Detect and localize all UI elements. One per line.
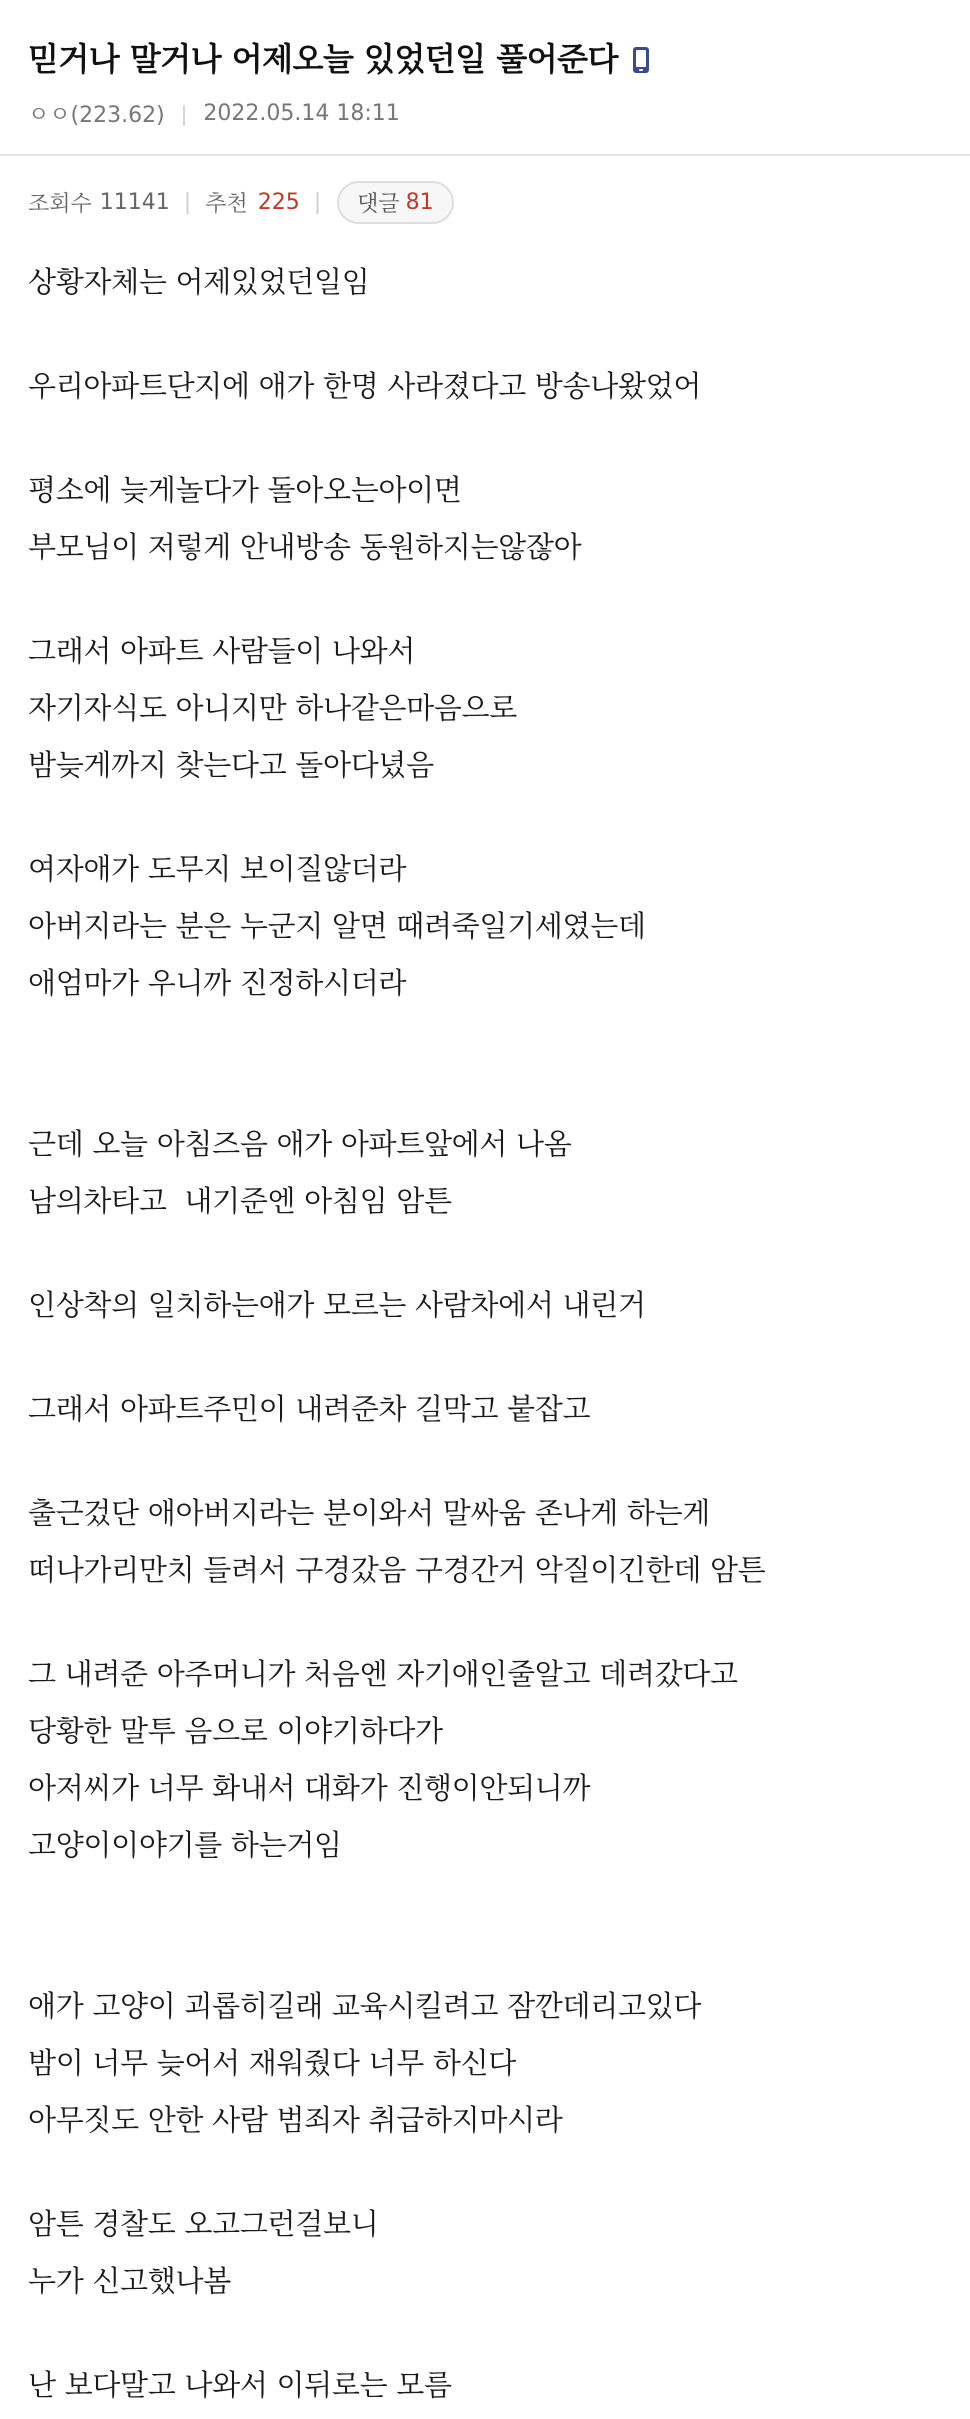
comments-label: 댓글 xyxy=(357,191,400,217)
mobile-phone-icon xyxy=(632,46,650,74)
stats-divider: | xyxy=(313,189,322,215)
title-row xyxy=(28,38,942,80)
body-line: 상황자체는 어제있었던일임 xyxy=(28,265,370,299)
body-line: 평소에 늦게놀다가 돌아오는아이면 xyxy=(28,473,462,507)
body-line: 여자애가 도무지 보이질않더라 xyxy=(28,852,407,886)
body-line: 애엄마가 우니까 진정하시더라 xyxy=(28,966,407,1000)
body-line: 애가 고양이 괴롭히길래 교육시킬려고 잠깐데리고있다 xyxy=(28,1989,702,2023)
views-count: 11141 xyxy=(99,189,170,215)
post-stats xyxy=(0,156,970,248)
body-line: 떠나가리만치 들려서 구경갔음 구경간거 악질이긴한데 암튼 xyxy=(28,1553,766,1587)
body-line: 암튼 경찰도 오고그런걸보니 xyxy=(28,2207,379,2241)
meta-divider: | xyxy=(180,101,188,126)
body-line: 아저씨가 너무 화내서 대화가 진행이안되니까 xyxy=(28,1771,591,1805)
post-meta xyxy=(28,98,942,129)
recommend-count: 225 xyxy=(257,189,300,215)
body-line: 난 보다말고 나와서 이뒤로는 모름 xyxy=(28,2368,452,2402)
author-name[interactable]: ㅇㅇ(223.62) xyxy=(28,103,165,128)
recommend-label: 추천 xyxy=(205,191,248,217)
post-date: 2022.05.14 18:11 xyxy=(203,101,400,126)
body-line: 남의차타고 내기준엔 아침임 암튼 xyxy=(28,1184,452,1218)
body-line: 아무짓도 안한 사람 범죄자 취급하지마시라 xyxy=(28,2103,563,2137)
body-line: 그래서 아파트주민이 내려준차 길막고 붙잡고 xyxy=(28,1392,591,1426)
comments-button[interactable] xyxy=(337,181,454,224)
comments-count: 81 xyxy=(405,189,434,215)
body-line: 부모님이 저렇게 안내방송 동원하지는않잖아 xyxy=(28,530,582,564)
stats-divider: | xyxy=(183,189,192,215)
body-line: 그래서 아파트 사람들이 나와서 xyxy=(28,634,416,668)
body-line: 밤늦게까지 찾는다고 돌아다녔음 xyxy=(28,748,434,782)
body-line: 인상착의 일치하는애가 모르는 사람차에서 내린거 xyxy=(28,1288,646,1322)
body-line: 고양이이야기를 하는거임 xyxy=(28,1828,342,1862)
body-line: 아버지라는 분은 누군지 알면 때려죽일기세였는데 xyxy=(28,909,646,943)
body-line: 우리아파트단지에 애가 한명 사라졌다고 방송나왔었어 xyxy=(28,369,702,403)
body-line: 자기자식도 아니지만 하나같은마음으로 xyxy=(28,691,517,725)
body-line: 당황한 말투 음으로 이야기하다가 xyxy=(28,1714,443,1748)
post-body xyxy=(0,254,970,2414)
body-line: 밤이 너무 늦어서 재워줬다 너무 하신다 xyxy=(28,2046,517,2080)
body-line: 그 내려준 아주머니가 처음엔 자기애인줄알고 데려갔다고 xyxy=(28,1657,738,1691)
post-header xyxy=(0,0,970,128)
body-line: 출근겄단 애아버지라는 분이와서 말싸움 존나게 하는게 xyxy=(28,1496,711,1530)
views-label: 조회수 xyxy=(28,191,92,217)
post-title: 믿거나 말거나 어제오늘 있었던일 풀어준다 xyxy=(28,40,618,78)
body-line: 근데 오늘 아침즈음 애가 아파트앞에서 나옴 xyxy=(28,1127,572,1161)
body-line: 누가 신고했나봄 xyxy=(28,2264,231,2298)
